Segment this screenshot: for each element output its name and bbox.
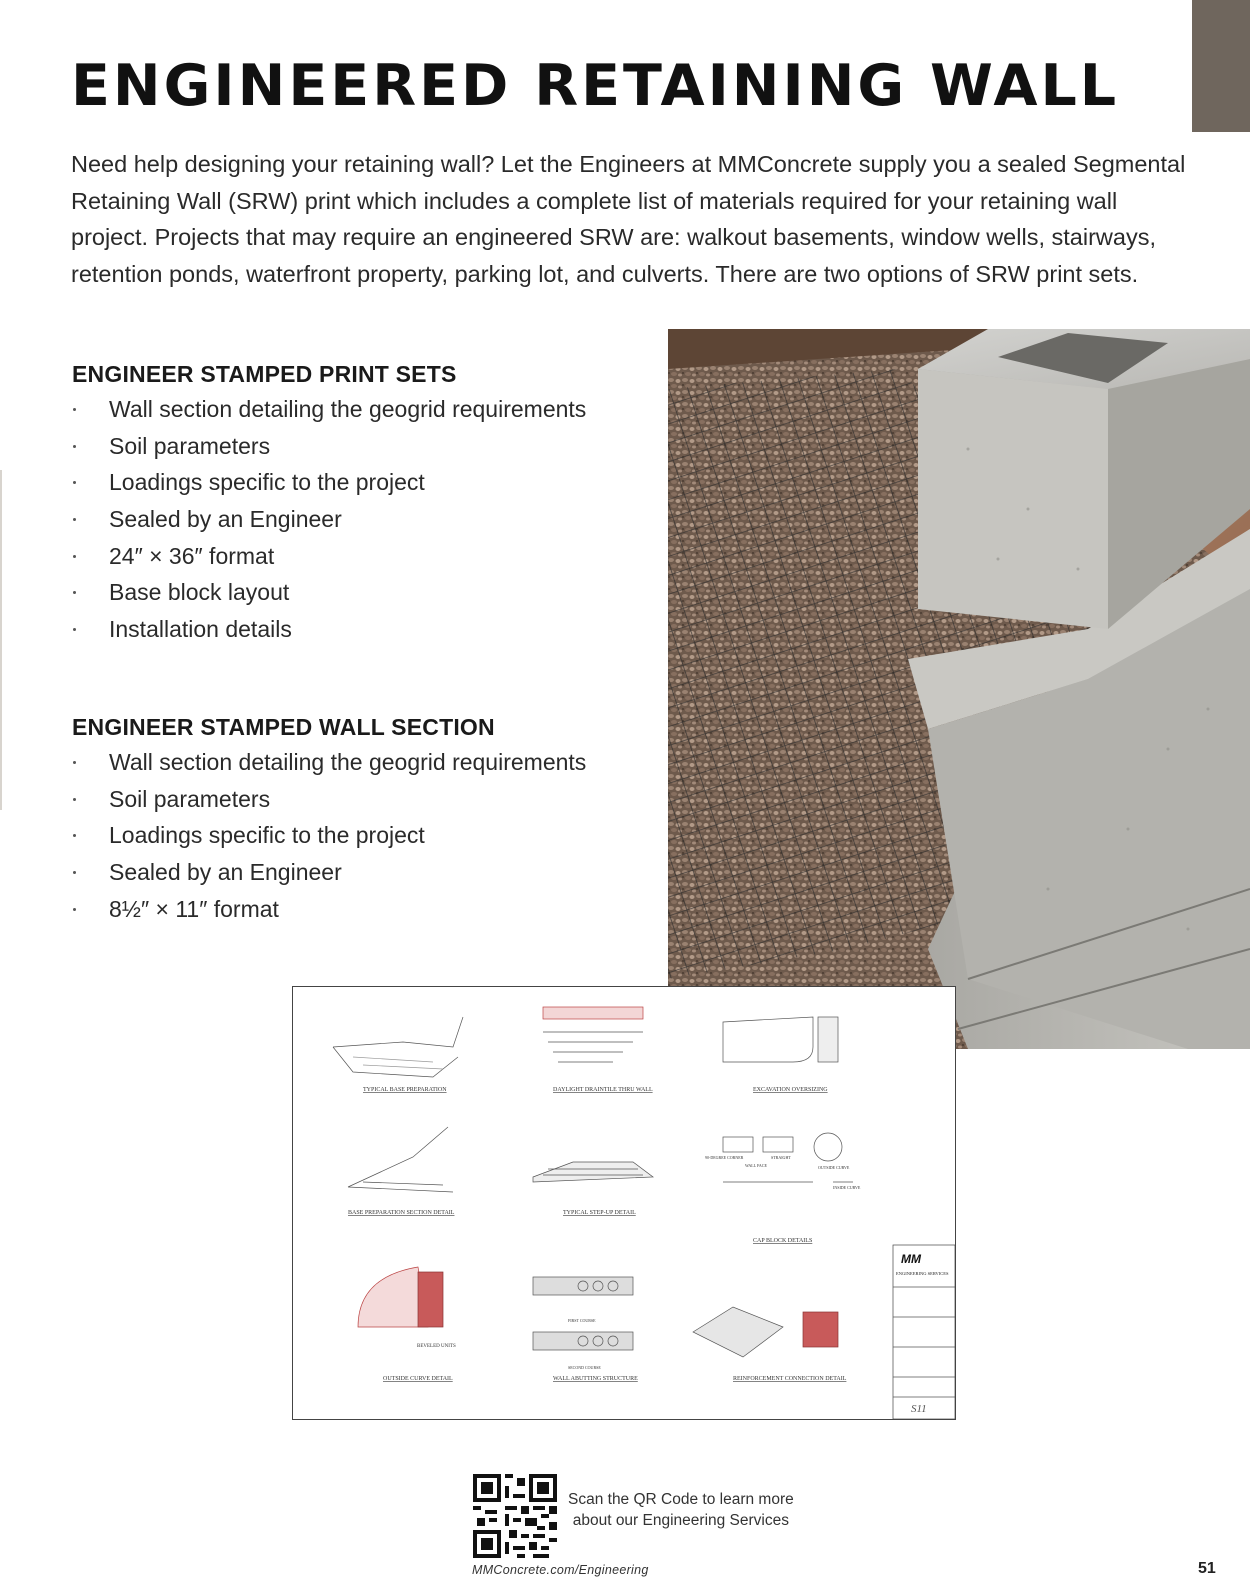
bullet-icon	[73, 834, 76, 837]
intro-paragraph: Need help designing your retaining wall? Let the Engineers at MMConcrete supply you a sealed Segmental Retaining Wall (SRW) print which includes a complete list of materials required for your retaining wall project. Projects that may require an engineered SRW are: walkout basements, window wells, stairways, retention ponds, waterfront property, parking lot, and culverts. There are two options of SRW print sets.	[71, 151, 1186, 288]
list-item: Loadings specific to the project	[72, 817, 652, 854]
wall-section-section	[72, 710, 652, 927]
bullet-icon	[73, 555, 76, 558]
bullet-icon	[73, 408, 76, 411]
list-item: Installation details	[72, 611, 652, 648]
engineering-qr-code[interactable]	[473, 1474, 557, 1558]
page-edge-rule	[0, 470, 2, 810]
page-number: 51	[1198, 1560, 1216, 1577]
bullet-icon	[73, 871, 76, 874]
engineering-url-link[interactable]: MMConcrete.com/Engineering	[472, 1563, 649, 1577]
retaining-wall-photo	[668, 329, 1250, 1049]
page-title: ENGINEERED RETAINING WALL	[71, 53, 1120, 119]
qr-caption-line: about our Engineering Services	[572, 1512, 789, 1529]
list-item: 24″ × 36″ format	[72, 538, 652, 575]
bullet-icon	[73, 481, 76, 484]
print-sets-section	[72, 357, 652, 648]
title-block-company: ENGINEERING SERVICES	[896, 1271, 949, 1276]
feature-list	[72, 744, 652, 927]
detail-caption: BASE PREPARATION SECTION DETAIL	[348, 1210, 455, 1216]
section-tab-marker	[1192, 0, 1250, 132]
drawing-annotation: STRAIGHT	[771, 1155, 791, 1160]
list-item: Sealed by an Engineer	[72, 854, 652, 891]
detail-caption: EXCAVATION OVERSIZING	[753, 1087, 828, 1093]
drawing-annotation: 90-DEGREE CORNER	[705, 1155, 744, 1160]
drawing-annotation: FIRST COURSE	[568, 1318, 596, 1323]
detail-caption: WALL ABUTTING STRUCTURE	[553, 1376, 638, 1382]
qr-code-icon	[473, 1474, 557, 1558]
wall-block-geogrid-image	[668, 329, 1250, 1049]
detail-caption: TYPICAL STEP-UP DETAIL	[563, 1210, 636, 1216]
bullet-icon	[73, 761, 76, 764]
list-item: Loadings specific to the project	[72, 464, 652, 501]
list-item: Base block layout	[72, 574, 652, 611]
drawing-annotation: BEVELED UNITS	[417, 1344, 456, 1349]
bullet-icon	[73, 445, 76, 448]
feature-list	[72, 391, 652, 648]
drawing-annotation: WALL FACE	[745, 1163, 767, 1168]
bullet-icon	[73, 908, 76, 911]
sheet-number: S11	[911, 1403, 927, 1415]
detail-caption: DAYLIGHT DRAINTILE THRU WALL	[553, 1087, 653, 1093]
section-heading: ENGINEER STAMPED PRINT SETS	[72, 361, 457, 387]
bullet-icon	[73, 798, 76, 801]
list-item: Soil parameters	[72, 781, 652, 818]
qr-caption	[568, 1489, 794, 1531]
title-block-logo: MM	[901, 1252, 921, 1266]
bullet-icon	[73, 628, 76, 631]
drawing-annotation: INSIDE CURVE	[833, 1185, 861, 1190]
list-item: 8½″ × 11″ format	[72, 891, 652, 928]
drawing-annotation: SECOND COURSE	[568, 1365, 601, 1370]
detail-caption: REINFORCEMENT CONNECTION DETAIL	[733, 1376, 847, 1382]
srw-print-drawing	[292, 986, 956, 1420]
detail-caption: TYPICAL BASE PREPARATION	[363, 1087, 447, 1093]
drawing-annotation: OUTSIDE CURVE	[818, 1165, 850, 1170]
list-item: Wall section detailing the geogrid requirements	[72, 744, 652, 781]
bullet-icon	[73, 591, 76, 594]
list-item: Soil parameters	[72, 428, 652, 465]
qr-caption-line: Scan the QR Code to learn more	[568, 1491, 794, 1508]
list-item: Wall section detailing the geogrid requirements	[72, 391, 652, 428]
drawing-canvas	[293, 987, 957, 1421]
detail-caption: OUTSIDE CURVE DETAIL	[383, 1376, 453, 1382]
section-heading: ENGINEER STAMPED WALL SECTION	[72, 714, 495, 740]
bullet-icon	[73, 518, 76, 521]
detail-caption: CAP BLOCK DETAILS	[753, 1238, 813, 1244]
list-item: Sealed by an Engineer	[72, 501, 652, 538]
